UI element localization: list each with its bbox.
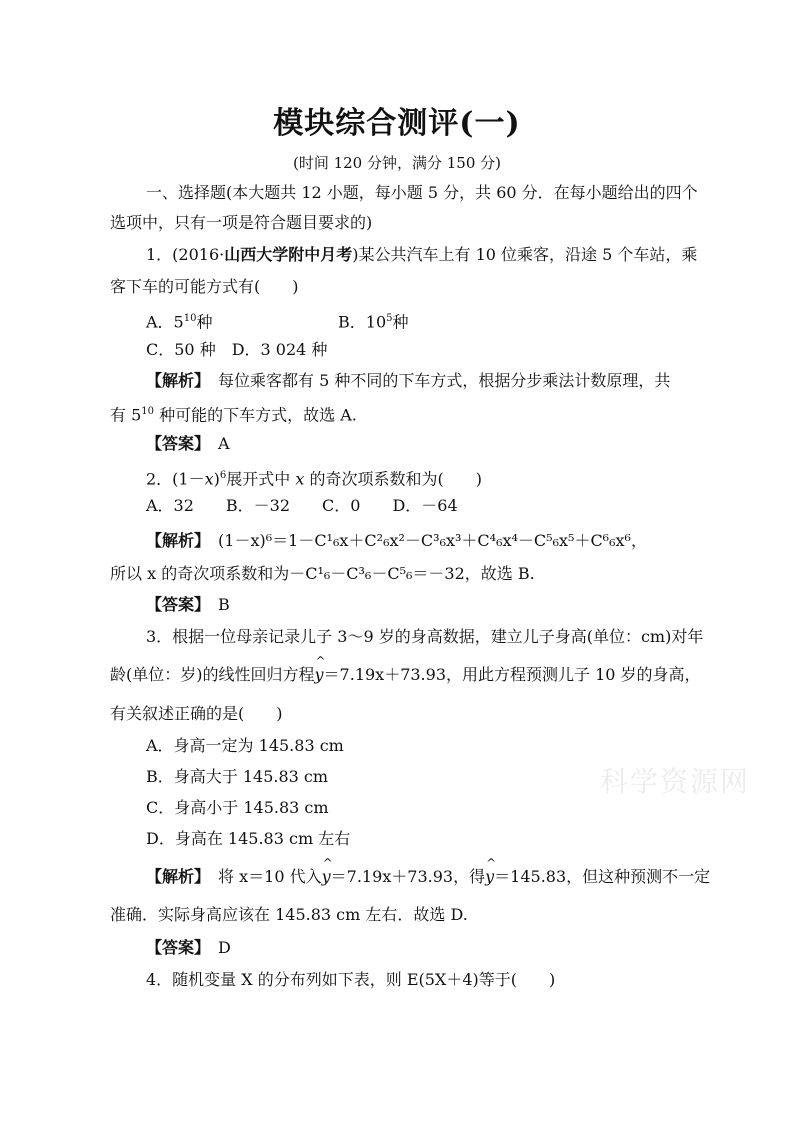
- q1-option-b-exp: 5: [386, 313, 393, 324]
- q2-stem-close: ): [213, 469, 220, 489]
- q1-answer-label: 【答案】: [146, 434, 203, 453]
- q1-stem-line2: 客下车的可能方式有( ): [110, 277, 299, 296]
- q2-analysis-label: 【解析】: [146, 531, 203, 550]
- y-letter: y: [485, 867, 495, 886]
- section-instructions-line2: 选项中，只有一项是符合题目要求的): [110, 213, 373, 232]
- q2-options: A．32 B．－32 C．0 D．－64: [146, 496, 458, 515]
- q2-analysis-line2: 所以 x 的奇次项系数和为－C¹₆－C³₆－C⁵₆＝－32，故选 B.: [110, 564, 535, 583]
- q1-answer: [146, 433, 230, 455]
- q2-stem-x: x: [204, 469, 214, 489]
- q3-answer: [146, 937, 231, 959]
- q3-stem-line2-post: ＝7.19x＋73.93，用此方程预测儿子 10 岁的身高，: [323, 665, 701, 684]
- q1-options-cd: C．50 种 D．3 024 种: [146, 340, 328, 359]
- q2-stem: [146, 465, 482, 490]
- q1-option-a-unit: 种: [196, 312, 213, 332]
- q1-stem-pre: 1．(2016·: [146, 245, 225, 264]
- q2-stem-pre: 2．(1－: [146, 469, 205, 489]
- q1-stem-line1: [146, 244, 697, 266]
- section-instructions-line1: 一、选择题(本大题共 12 小题，每小题 5 分，共 60 分．在每小题给出的四个: [146, 183, 698, 202]
- q2-analysis-line1: [146, 530, 647, 552]
- q1-analysis-text: 每位乘客都有 5 种不同的下车方式，根据分步乘法计数原理，共: [218, 371, 671, 390]
- q1-analysis2-post: 种可能的下车方式，故选 A.: [154, 405, 357, 425]
- q3-option-c: C．身高小于 145.83 cm: [146, 798, 329, 817]
- q1-stem-post: )某公共汽车上有 10 位乘客，沿途 5 个车站，乘: [352, 245, 698, 264]
- page-title: 模块综合测评(一): [273, 106, 521, 141]
- q1-analysis-line1: [146, 370, 670, 392]
- y-letter: y: [314, 665, 324, 684]
- q3-option-b: B．身高大于 145.83 cm: [146, 767, 329, 786]
- q3-answer-label: 【答案】: [146, 938, 203, 957]
- q3-answer-value: D: [218, 938, 231, 957]
- q1-analysis2-pre: 有 5: [110, 405, 142, 425]
- q2-answer: [146, 594, 230, 616]
- y-hat: [485, 856, 497, 888]
- q3-option-d: D．身高在 145.83 cm 左右: [146, 829, 351, 848]
- q3-analysis1-pre: 将 x＝10 代入: [218, 867, 322, 886]
- q1-option-a-base: A．5: [146, 312, 184, 332]
- q1-option-a-exp: 10: [183, 313, 197, 324]
- q1-school: 山西大学附中月考: [224, 245, 353, 264]
- q3-stem-line3: 有关叙述正确的是( ): [110, 704, 283, 723]
- q3-analysis-line1: [146, 856, 711, 888]
- q4-stem: 4．随机变量 X 的分布列如下表，则 E(5X＋4)等于( ): [146, 970, 556, 989]
- q3-analysis-line2: 准确．实际身高应该在 145.83 cm 左右．故选 D.: [110, 905, 468, 924]
- page-subtitle: (时间 120 分钟，满分 150 分): [292, 154, 502, 172]
- q1-analysis2-exp: 10: [141, 406, 155, 417]
- q1-analysis-label: 【解析】: [146, 371, 203, 390]
- q3-analysis1-post: ＝145.83，但这种预测不一定: [494, 867, 711, 886]
- q3-stem-line2-pre: 龄(单位：岁)的线性回归方程: [110, 665, 315, 684]
- q1-analysis-line2: [110, 401, 357, 426]
- hat-mark: ^: [315, 654, 326, 668]
- q2-stem-exp: 6: [219, 470, 227, 481]
- q1-option-b: [338, 308, 409, 333]
- watermark: 科学资源网: [600, 765, 751, 798]
- q3-stem-line1: 3．根据一位母亲记录儿子 3～9 岁的身高数据，建立儿子身高(单位：cm)对年: [146, 627, 704, 646]
- q1-option-a: [146, 308, 213, 333]
- q3-option-a: A．身高一定为 145.83 cm: [146, 736, 344, 755]
- q1-answer-value: A: [218, 434, 230, 453]
- hat-mark: ^: [322, 856, 333, 870]
- y-hat: [314, 654, 326, 686]
- q1-option-b-unit: 种: [392, 312, 409, 332]
- q2-answer-label: 【答案】: [146, 595, 203, 614]
- y-letter: y: [321, 867, 331, 886]
- y-hat: [321, 856, 333, 888]
- hat-mark: ^: [486, 856, 497, 870]
- q2-analysis-text: (1－x)⁶＝1－C¹₆x＋C²₆x²－C³₆x³＋C⁴₆x⁴－C⁵₆x⁵＋C⁶₆x⁶，: [218, 531, 647, 550]
- q3-analysis-label: 【解析】: [146, 867, 203, 886]
- q2-stem-post: 展开式中: [226, 469, 296, 489]
- q1-option-b-base: B．10: [338, 312, 387, 332]
- q3-analysis1-mid: ＝7.19x＋73.93，得: [330, 867, 486, 886]
- q2-stem-end: 的奇次项系数和为( ): [304, 469, 482, 489]
- q2-stem-x2: x: [295, 469, 305, 489]
- q2-answer-value: B: [218, 595, 230, 614]
- q3-stem-line2: [110, 654, 701, 686]
